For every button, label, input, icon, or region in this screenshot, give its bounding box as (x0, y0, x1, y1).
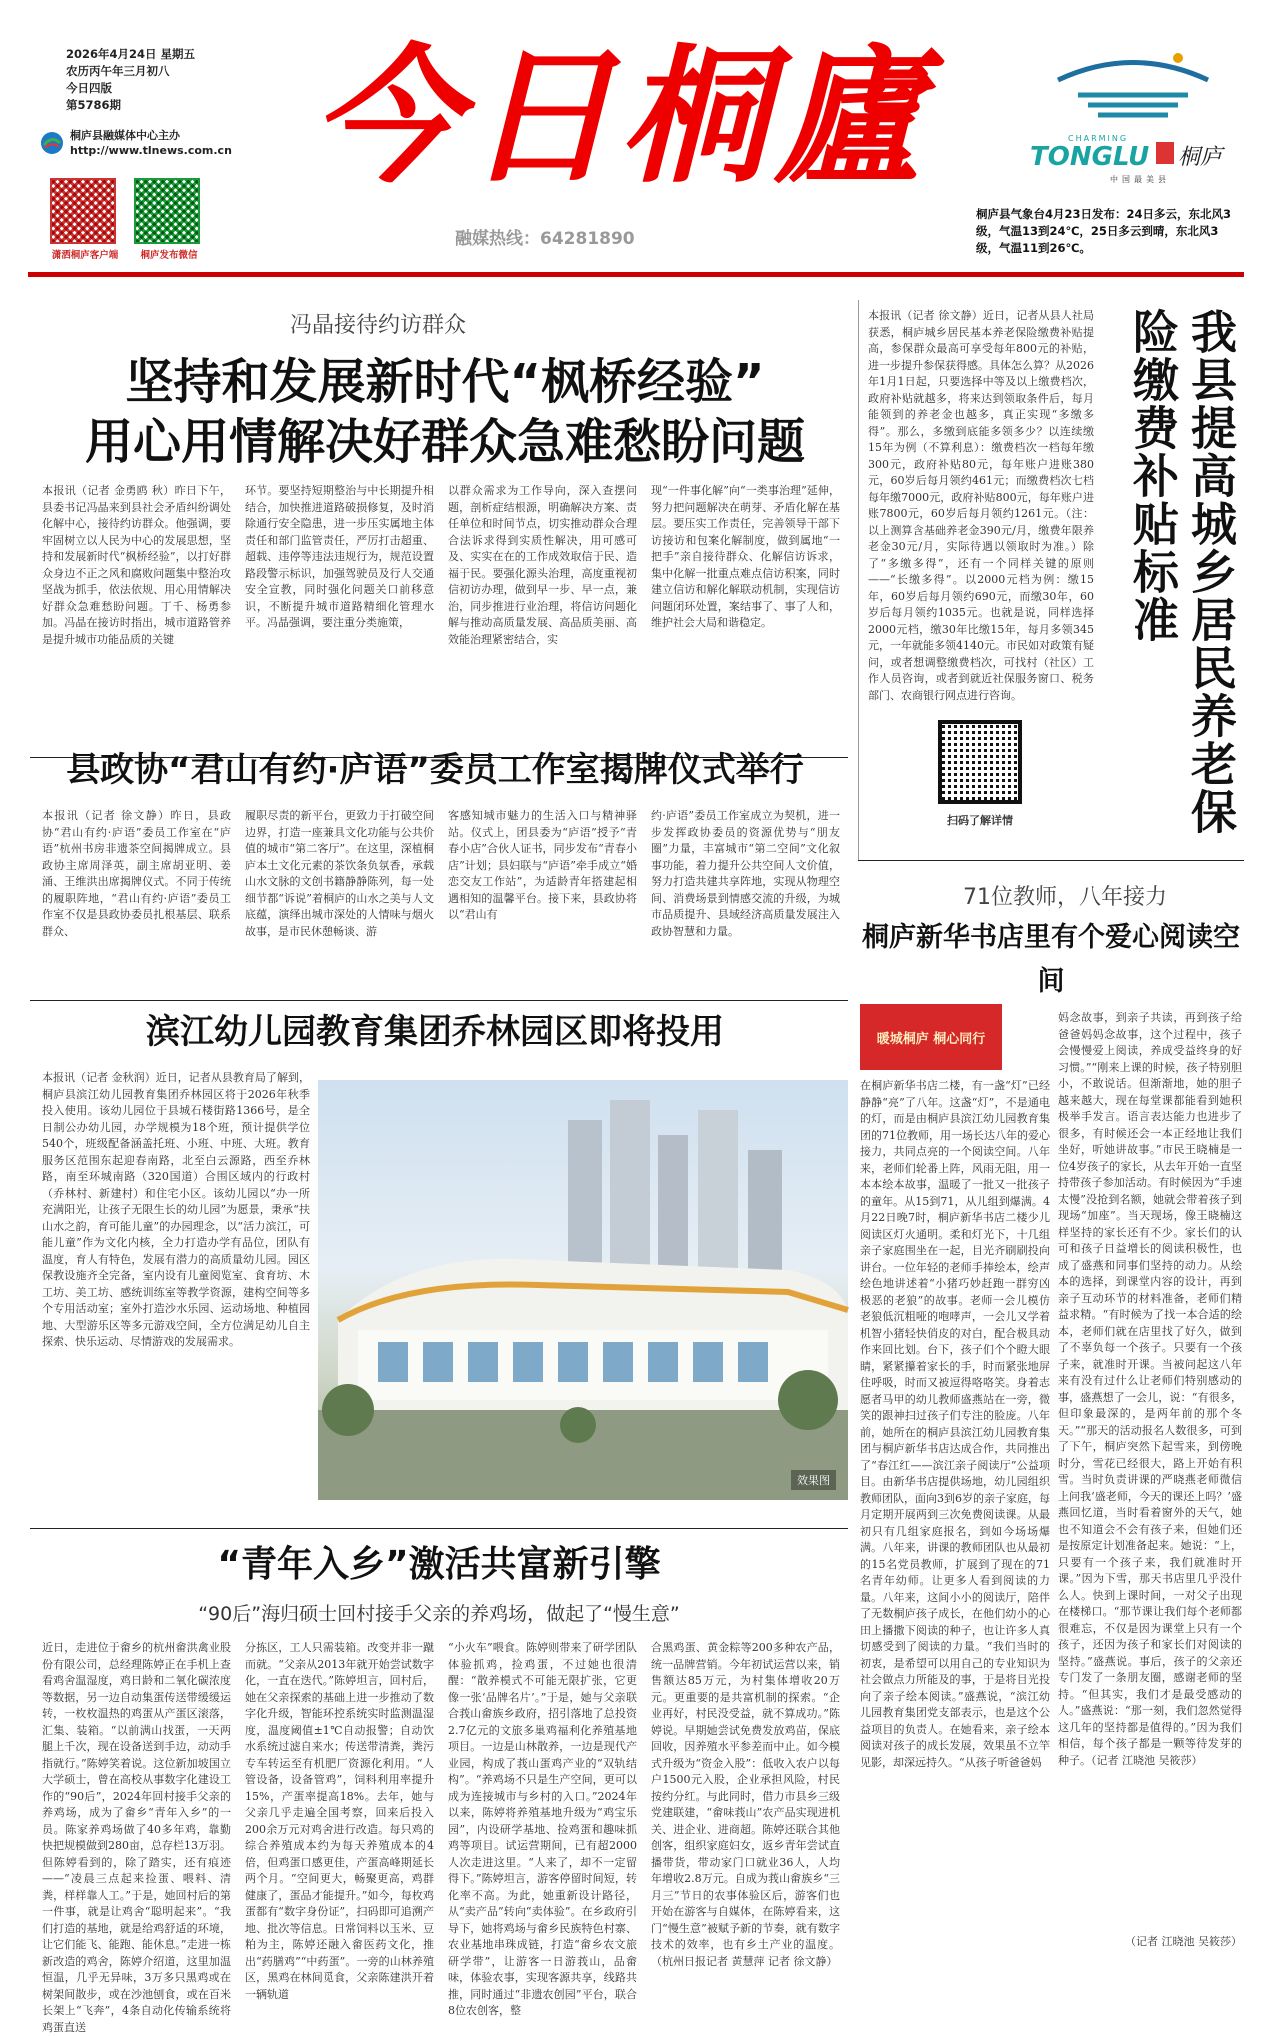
article1-col2: 环节。要坚持短期整治与中长期提升相结合，加快推进道路破损修复，及时消除通行安全隐患，进一步压实属地主体责任和部门监管责任，严厉打击超重、超载、违停等违法违规行为，规范设置路段警示标识，加强驾驶员及行人交通安全宣教，同时强化问题关口前移意识，不断提升城市道路精细化管理水平。冯晶强调，要注重分类施策， (245, 484, 434, 629)
logo-sub-text: 中国最美县 (1110, 175, 1170, 184)
media-center-logo-icon (40, 131, 64, 155)
article4-title: “青年入乡”激活共富新引擎 (217, 1544, 661, 1585)
pension-qr-code (938, 720, 1022, 804)
right2-kicker: 71位教师，八年接力 (963, 885, 1167, 910)
right2-col2: 妈念故事，到亲子共读，再到孩子给爸爸妈妈念故事，这个过程中，孩子会慢慢爱上阅读，养成受益终身的好习惯。”“刚来上课的时候，孩子特别胆小，不敢说话。但渐渐地，她的胆子越来越大，现在每堂课都能看到她积极举手发言。语言表达能力也进步了很多，有时候还会一本正经地让我们坐好，听她讲故事。”市民王晓楠是一位4岁孩子的家长，从去年开始一直坚持带孩子参加活动。有时候因为“手速太慢”没抢到名额，她就会带着孩子到现场“加座”。当天现场，像王晓楠这样坚持的家长还有不少。家长们的认可和孩子日益增长的阅读积极性，也成了盛燕和同事们坚持的动力。从绘本的选择，到课堂内容的设计，再到亲子互动环节的材料准备，老师们精益求精。“有时候为了找一本合适的绘本，老师们就在店里找了好久，做到了不辜负每一个孩子。只要有一个孩子来，就准时开课。当被问起这八年来有没有过什么让老师们特别感动的事，盛燕想了一会儿，说：“有很多，但印象最深的，是两年前的那个冬天。”“那天的活动报名人数很多，可到了下午，桐庐突然下起雪来，到傍晚时分，雪花已经很大，路上开始有积雪。当时负责讲课的严晓燕老师微信上问我‘盛老师，今天的课还上吗？’盛燕回忆道，当时看着窗外的天气，她也不知道会不会有孩子来，但她们还是按原定计划准备起来。她说：“上，只要有一个孩子来，我们就准时开课。”因为下雪，那天书店里几乎没什么人。快到上课时间，一对父子出现在楼梯口。“那节课让我们每个老师都很难忘，不仅是因为课堂上只有一个孩子，还因为孩子和家长们对阅读的坚持。”盛燕说。事后，孩子的父亲还专门发了一条朋友圈，感谢老师的坚持。“但其实，我们才是最受感动的人。”盛燕说：“那一刻，我们忽然觉得这几年的坚持都是值得的。”因为我们相信，每个孩子都是一颗等待发芽的种子。（记者 江晓池 吴筱莎） (1058, 1011, 1242, 1767)
right1-body: 本报讯（记者 徐文静）近日，记者从县人社局获悉，桐庐城乡居民基本养老保险缴费补贴提高，参保群众最高可享受每年800元的补贴，进一步提升参保获得感。具体怎么算？从2026年1月1日起，只要选择中等及以上缴费档次，政府补贴就越多，将来达到领取条件后，每月能领到的养老金也越多，真正实现“多缴多得”。那么，多缴到底能多领多少？以连续缴15年为例（不算利息）：缴费档次一档每年缴300元，政府补贴80元，每年账户进账380元，60岁后每月领约461元；而缴费档次七档每年缴7000元，政府补贴800元，每年账户进账7800元，60岁后每月领约1261元。（注：以上测算含基础养老金390元/月，缴费年限养老金30元/月，实际待遇以领取时为准。）除了“多缴多得”，还有一个同样关键的原则——“长缴多得”。以2000元档为例：缴15年，60岁后每月领约690元，而缴30年，60岁后每月领约1035元。也就是说，同样选择2000元档，缴30年比缴15年，每月多领345元，一年就能多领4140元。市民如对政策有疑问，或者想调整缴费档次，可找村（社区）工作人员咨询，或者到就近社保服务窗口、税务部门、农商银行网点进行咨询。 (868, 309, 1094, 702)
article1-kicker: 冯晶接待约访群众 (290, 313, 467, 338)
landscape-logo-icon (1048, 50, 1218, 120)
article1-col4: 现“一件事化解”向“一类事治理”延伸，努力把问题解决在萌芽、矛盾化解在基层。要压实工作责任，完善领导干部下访接访和包案化解制度，做到属地“一把手”亲自接待群众、化解信访诉求，集中化解一批重点难点信访积案，同时建立信访和解化解联动机制，实现信访问题闭环处置，案结事了、事了人和，维护社会大局和谐稳定。 (651, 484, 840, 629)
article1-title-line2: 用心用情解决好群众急难愁盼问题 (84, 414, 805, 470)
divider (30, 1528, 848, 1529)
article1-col3: 以群众需求为工作导向，深入查摆问题，剖析症结根源，明确解决方案、责任单位和时间节点，切实推动群众合理合法诉求得到实质性解决，用可感可及、实实在在的工作成效取信于民、造福于民。要强化源头治理，高度重视初信初访办理，做到早一步、早一点，兼治，同步推进行业治理，将信访问题化解与推动高质量发展、高品质美丽、高效能治理紧密结合，实 (448, 484, 637, 646)
tonglu-brand-logo (1030, 50, 1230, 200)
logo-charming-text: CHARMING (1068, 134, 1129, 143)
client-qr-label: 潇洒桐庐客户端 (51, 250, 119, 261)
seal-icon (1156, 142, 1174, 164)
article1-title-line1: 坚持和发展新时代“枫桥经验” (125, 354, 765, 410)
building-illustration (318, 1080, 848, 1500)
right1-title (1108, 308, 1240, 848)
campaign-badge-text: 暖城桐庐 桐心同行 (876, 1031, 986, 1047)
wechat-qr-code (134, 178, 200, 244)
article3-body: 本报讯（记者 金秋润）近日，记者从县教育局了解到，桐庐县滨江幼儿园教育集团乔林园区将于2026年秋季投入使用。该幼儿园位于县城石楼街路1366号，是全日制公办幼儿园，办学规模为18个班，预计提供学位540个，班级配备涵盖托班、小班、中班、大班。教育服务区范围东起迎春南路，北至白云源路，西至乔林路，南至环城南路（320国道）合围区域内的行政村（乔林村、新建村）和住宅小区。该幼儿园以“办一所充满阳光，让孩子无限生长的幼儿园”为愿景，秉承“扶山水之韵，育可能儿童”的办园理念，以“活力滨江，可能儿童”作为文化内核，全力打造办学有品位，团队有温度，育人有特色，发展有潜力的高质量幼儿园。园区保教设施齐全完备，室内设有儿童阅览室、食育坊、木工坊、美工坊、感统训练室等教学资源，建构空间等多个专用活动室；室外打造沙水乐园、运动场地、种植园地、大型游乐区等多元游戏空间，全方位满足幼儿自主探索、快乐运动、尽情游戏的发展需求。 (42, 1071, 310, 1348)
right2-col1: 在桐庐新华书店二楼，有一盏“灯”已经静静“亮”了八年。这盏“灯”，不是通电的灯，而是由桐庐县滨江幼儿园教育集团的71位教师，用一场长达八年的爱心接力，共同点亮的一个阅读空间。八年来，老师们轮番上阵，风雨无阻，用一本本绘本故事，温暖了一批又一批孩子的童年。从15到71，从儿组到爆满。4月22日晚7时，桐庐新华书店二楼少儿阅读区灯火通明。柔和灯光下，十几组亲子家庭围坐在一起，目光齐刷刷投向讲台。一位年轻的老师手捧绘本，绘声绘色地讲述着“小猪巧妙赶跑一群穷凶极恶的老狼”的故事。老师一会儿模仿老狼低沉粗哑的咆哮声，一会儿又学着机智小猪轻快俏皮的对白，配合极具动作来回比划。台下，孩子们个个瞪大眼睛，紧紧攥着家长的手，时而紧张地屏住呼吸，时而又被逗得咯咯笑。身着志愿者马甲的幼儿教师盛燕站在一旁，微笑的跟神扫过孩子们专注的脸庞。八年前，她所在的桐庐县滨江幼儿园教育集团与桐庐新华书店达成合作，共同推出了“春江红——滨江亲子阅读厅”公益项目。由新华书店提供场地，幼儿园组织教师团队，面向3到6岁的亲子家庭，每月定期开展两到三次免费阅读课。从最初只有几组家庭报名，到如今场场爆满。八年来，讲课的教师团队也从最初的15名党员教师，扩展到了现在的71名青年幼师。让更多人看到阅读的力量。八年来，这间小小的阅读厅，陪伴了无数桐庐孩子成长，在他们幼小的心田上播撒下阅读的种子，也让许多人真切感受到了阅读的力量。“我们当时的初衷，是希望可以用自己的专业知识为社会做点力所能及的事，于是将目光投向了亲子绘本阅读。”盛燕说，“滨江幼儿园教育集团党支部表示，也是这个公益项目的负责人。在她看来，亲子绘本阅读对孩子的成长发展，效果虽不立竿见影，却深远持久。“从孩子听爸爸妈 (860, 1079, 1050, 1769)
right2-credit: （记者 江晓池 吴筱莎） (1125, 1935, 1242, 1948)
issue-number: 第5786期 (66, 98, 122, 112)
article4-col2: 分拣区，工人只需装箱。改变并非一蹴而就。“父亲从2013年就开始尝试数字化，一直在迭代。”陈婷坦言，回村后，她在父亲探索的基础上进一步推动了数字化升级，智能环控系统实时监测温湿度，温度阈值±1℃自动报警；自动饮水系统过滤自来水；传送带清粪，粪污专车转运至有机肥厂资源化利用。“人管设备，设备管鸡”，饲料利用率提升15%，产蛋率提高18%。去年，她与父亲几乎走遍全国考察，回来后投入200余万元对鸡舍进行改造。每只鸡的综合养殖成本约为每天养殖成本的4倍，但鸡蛋口感更佳，产蛋高峰期延长两个月。“空间更大，畅聚更高，鸡群健康了，蛋品才能提升。”如今，每枚鸡蛋都有“数字身份证”，扫码即可追溯产地、批次等信息。日常饲料以玉米、豆粕为主，陈婷还融入畲医药文化，推出“药膳鸡”“中药蛋”。一旁的山林养殖区，黑鸡在林间觅食，父亲陈建洪开着一辆轨道 (245, 1641, 434, 2001)
newspaper-title: 今日桐廬 (312, 29, 928, 203)
date-line: 2026年4月24日 星期五 (66, 47, 196, 61)
article4-col4: 合黑鸡蛋、黄金粽等200多种农产品，统一品牌营销。今年初试运营以来，销售额达85万元，为村集体增收20万元。更重要的是共富机制的探索。“企业再好，村民没受益，就不算成功。”陈婷说。早期她尝试免费发放鸡苗，保底回收，因养殖水平参差而中止。如今模式升级为“资金入股”：低收入农户以每户1500元入股，企业承担风险，村民按约分红。与此同时，借力市县乡三级党建联建，“畲味莪山”农产品实现进机关、进企业、进商超。陈婷还联合其他创客，组织家庭妇女，返乡青年尝试直播带货，带动家门口就业36人，人均年增收2.8万元。自成为莪山畲族乡“三月三”节日的农事体验区后，游客们也开始在游客与自媒体，在陈婷看来，这门“慢生意”被赋予新的节奏，就有数字技术的效率，也有乡土产业的温度。（杭州日报记者 黄慧萍 记者 徐文静） (651, 1641, 840, 1968)
article4-col3: “小火车”喂食。陈婷则带来了研学团队体验抓鸡，捡鸡蛋，不过她也很清醒：“散养模式不可能无限扩张，它更像一张‘品牌名片’。”于是，她与父亲联合莪山畲族乡政府，招引落地了总投资2.7亿元的文旅多巢鸡福利化养殖基地项目。一边是山林散养，一边是现代产业园，构成了莪山蛋鸡产业的“双轨结构”。“养鸡场不只是生产空间，更可以成为连接城市与乡村的入口。”2024年以来，陈婷将养殖基地升级为“鸡宝乐园”，内设研学基地、捡鸡蛋和趣味抓鸡等项目。试运营期间，已有超2000人次走进这里。“人来了，却不一定留得下。”陈婷坦言，游客停留时间短，转化率不高。为此，她重新设计路径，从“卖产品”转向“卖体验”。在乡政府引导下，她将鸡场与畲乡民族特色村寨、农业基地串珠成链，打造“畲乡农文旅研学带”，让游客一日游莪山，品畲味，体验农事，实现客源共享，线路共推，同时通过“非遗农创园”平台，联合8位农创客，整 (448, 1641, 637, 2017)
wechat-qr-label: 桐庐发布微信 (140, 250, 198, 261)
pension-qr-label: 扫码了解详情 (947, 814, 1013, 827)
lunar-line: 农历丙午年三月初八 (66, 64, 170, 78)
kindergarten-rendering (318, 1080, 848, 1500)
article2-col1: 本报讯（记者 徐文静）昨日，县政协“君山有约·庐语”委员工作室在“庐语”杭州书房非遗茶空间揭牌成立。县政协主席周泽英，副主席胡亚明、姜涌、王维洪出席揭牌仪式。不同于传统的履职阵地，“君山有约·庐语”委员工作室不仅是县政协委员扎根基层、联系群众、 (42, 809, 231, 938)
divider (858, 860, 1244, 861)
article2-col2: 履职尽责的新平台，更致力于打破空间边界，打造一座兼具文化功能与公共价值的城市“第二客厅”。在这里，深植桐庐本土文化元素的茶饮条负氛香，承载山水文脉的文创书籍静静陈列，每一处细节都“诉说”着桐庐的山水之美与人文底蕴，演绎出城市深处的人情味与烟火故事，是市民休憩畅谈、游 (245, 809, 434, 938)
column-divider (858, 300, 859, 860)
article2-col3: 客感知城市魅力的生活入口与精神驿站。仪式上，团县委为“庐语”授予“青春小店”合伙人证书，同步发布“青春小店”计划；县妇联与“庐语”牵手成立“婚恋交友工作站”，为适龄青年搭建起相遇相知的温馨平台。接下来，县政协将以“君山有 (448, 809, 637, 921)
website-url[interactable]: http://www.tlnews.com.cn (70, 144, 232, 157)
photo-caption: 效果图 (791, 1470, 836, 1490)
client-qr-code (50, 178, 116, 244)
campaign-badge (860, 1004, 1002, 1070)
right2-title: 桐庐新华书店里有个爱心阅读空间 (862, 922, 1240, 997)
article3-title: 滨江幼儿园教育集团乔林园区即将投用 (146, 1012, 724, 1052)
publisher-block (40, 128, 232, 158)
article4-subtitle: “90后”海归硕士回村接手父亲的养鸡场，做起了“慢生意” (198, 1603, 680, 1625)
hotline: 融媒热线：64281890 (455, 229, 635, 249)
logo-tonglu-text: TONGLU (1030, 142, 1150, 172)
right1-title-text: 我县提高城乡居民养老保险缴费补贴标准 (1126, 308, 1238, 836)
article4-col1: 近日，走进位于畲乡的杭州畲洪禽业股份有限公司，总经理陈婷正在手机上查看鸡舍温湿度，鸡日龄和二氧化碳浓度等数据，另一边自动集蛋传送带缓缓运转，一枚枚温热的鸡蛋从产蛋区滚落，汇集、装箱。“以前满山找蛋，一天两腿上千次，现在设备送到手边，动动手指就行。”陈婷笑着说。这位新加坡国立大学硕士，曾在高校从事数字化建设工作的“90后”，2024年回村接手父亲的养鸡场，成为了畲乡“青年入乡”的一员。陈家养鸡场做了40多年鸡，靠勤快把规模做到280亩，总存栏13万羽。但陈婷看到的，除了踏实，还有痕迹——“凌晨三点起来捡蛋、喂料、清粪，样样靠人工。”于是，她回村后的第一件事，就是让鸡舍“聪明起来”。“我们打造的基地，就是给鸡舒适的环境，让它们能飞、能跑、能休息。”走进一栋新改造的鸡舍，陈婷介绍道，这里加温恒温，几乎无异味，3万多只黑鸡或在树架间散步，或在沙池刨食，或在百米长架上“飞奔”，4条自动化传输系统将鸡蛋直送 (42, 1641, 231, 2034)
article2-title: 县政协“君山有约·庐语”委员工作室揭牌仪式举行 (66, 750, 804, 790)
masthead-rule (28, 272, 1244, 277)
edition-label: 今日四版 (66, 81, 112, 95)
publisher-name: 桐庐县融媒体中心主办 (70, 129, 180, 142)
article2-col4: 约·庐语”委员工作室成立为契机，进一步发挥政协委员的资源优势与“朋友圈”力量，丰富城市“第二空间”文化叙事功能，着力提升公共空间人文价值，努力打造共建共享阵地，实现从物理空间、消费场景到情感交流的升级，为城市品质提升、县域经济高质量发展注入政协智慧和力量。 (651, 809, 840, 938)
article1-col1: 本报讯（记者 金勇鸥 秋）昨日下午，县委书记冯晶来到县社会矛盾纠纷调处化解中心，接待约访群众。他强调，要牢固树立以人民为中心的发展思想，坚持和发展新时代“枫桥经验”，以打好群众身边不正之风和腐败问题集中整治攻坚战为抓手，依法依规、用心用情解决好群众急难愁盼问题。丁千、杨勇参加。冯晶在接访时指出，城市道路管养是提升城市功能品质的关键 (42, 484, 231, 646)
weather-report: 桐庐县气象台4月23日发布：24日多云，东北风3级，气温13到24℃，25日多云到晴，东北风3级，气温11到26℃。 (976, 207, 1232, 255)
logo-tonglu-chinese: 桐庐 (1178, 145, 1223, 170)
